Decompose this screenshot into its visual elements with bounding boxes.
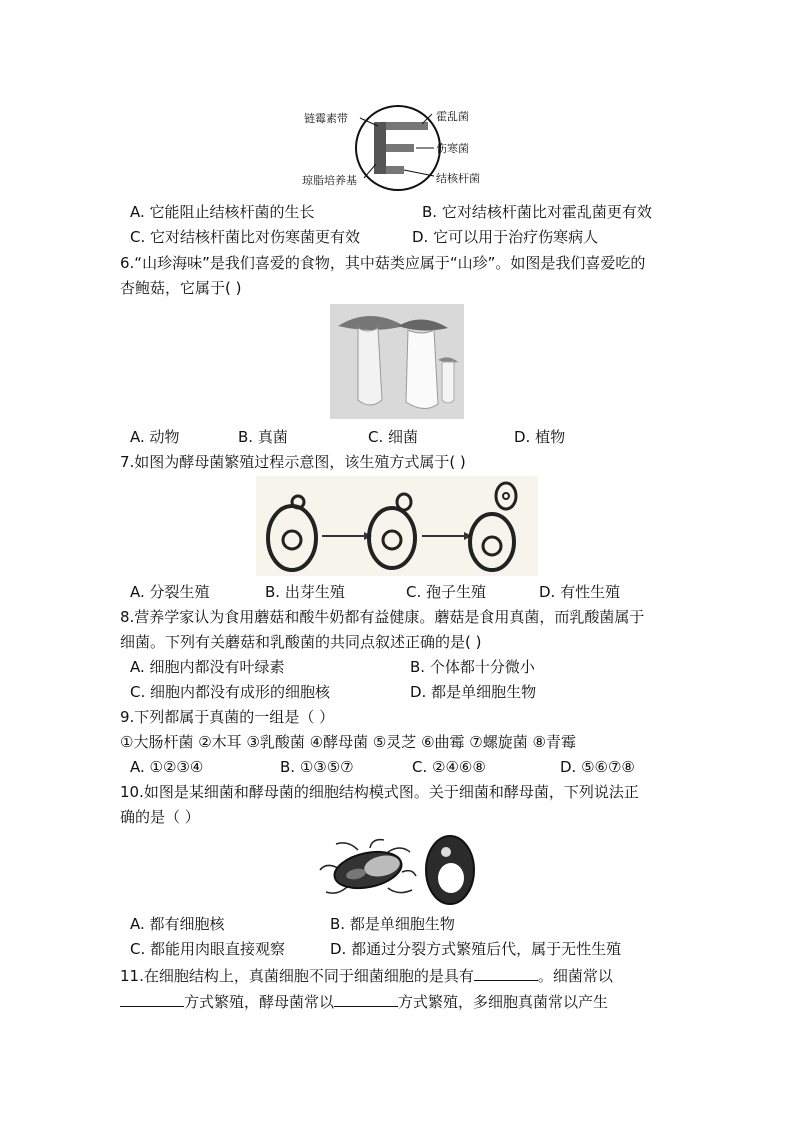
q9-option-a: A. ①②③④ <box>130 758 204 776</box>
q9-option-c: C. ②④⑥⑧ <box>412 758 486 776</box>
q6-option-a: A. 动物 <box>130 428 180 446</box>
q10-option-b: B. 都是单细胞生物 <box>330 915 455 933</box>
q10-option-a: A. 都有细胞核 <box>130 915 225 933</box>
q10-option-d: D. 都通过分裂方式繁殖后代，属于无性生殖 <box>330 940 622 958</box>
q7-stem: 7.如图为酵母菌繁殖过程示意图，该生殖方式属于( ) <box>120 453 466 471</box>
q8-option-d: D. 都是单细胞生物 <box>410 683 537 701</box>
q9-stem: 9.下列都属于真菌的一组是（ ） <box>120 708 335 726</box>
q10-stem-line1: 10.如图是某细菌和酵母菌的细胞结构模式图。关于细菌和酵母菌，下列说法正 <box>120 783 639 801</box>
q5-option-b: B. 它对结核杆菌比对霍乱菌更有效 <box>422 203 652 221</box>
antibiotic-figure <box>298 102 498 194</box>
q8-option-c: C. 细胞内都没有成形的细胞核 <box>130 683 331 701</box>
q5-option-d: D. 它可以用于治疗伤寒病人 <box>412 228 599 246</box>
q11-blank-2[interactable] <box>120 990 184 1007</box>
q9-items: ①大肠杆菌 ②木耳 ③乳酸菌 ④酵母菌 ⑤灵芝 ⑥曲霉 ⑦螺旋菌 ⑧青霉 <box>120 733 576 751</box>
q7-option-a: A. 分裂生殖 <box>130 583 210 601</box>
q11-line1 <box>120 964 613 986</box>
bacteria-figure <box>318 838 418 898</box>
q6-option-c: C. 细菌 <box>368 428 419 446</box>
q11-text-part4: 方式繁殖，多细胞真菌常以产生 <box>398 993 609 1011</box>
q8-stem-line1: 8.营养学家认为食用蘑菇和酸牛奶都有益健康。蘑菇是食用真菌，而乳酸菌属于 <box>120 608 645 626</box>
q8-option-a: A. 细胞内都没有叶绿素 <box>130 658 285 676</box>
q10-stem-line2: 确的是（ ） <box>120 808 200 826</box>
q9-option-b: B. ①③⑤⑦ <box>280 758 354 776</box>
label-agar: 琼脂培养基 <box>302 174 357 187</box>
mushroom-photo <box>330 304 464 419</box>
q5-option-c: C. 它对结核杆菌比对伤寒菌更有效 <box>130 228 361 246</box>
yeast-cell-figure <box>424 834 476 906</box>
q6-option-d: D. 植物 <box>514 428 566 446</box>
label-tuberculosis: 结核杆菌 <box>436 172 480 185</box>
q10-option-c: C. 都能用肉眼直接观察 <box>130 940 286 958</box>
q6-stem-line1: 6.“山珍海味”是我们喜爱的食物，其中菇类应属于“山珍”。如图是我们喜爱吃的 <box>120 254 646 272</box>
label-streptomycin: 链霉素带 <box>304 112 348 125</box>
q11-line2 <box>120 990 608 1012</box>
q7-option-c: C. 孢子生殖 <box>406 583 487 601</box>
q6-option-b: B. 真菌 <box>238 428 288 446</box>
label-typhoid: 伤寒菌 <box>436 142 469 155</box>
q7-option-b: B. 出芽生殖 <box>265 583 345 601</box>
q11-text-part2: 。细菌常以 <box>537 967 613 985</box>
q8-stem-line2: 细菌。下列有关蘑菇和乳酸菌的共同点叙述正确的是( ) <box>120 633 482 651</box>
q8-option-b: B. 个体都十分微小 <box>410 658 535 676</box>
q9-option-d: D. ⑤⑥⑦⑧ <box>560 758 635 776</box>
q11-blank-1[interactable] <box>474 964 538 981</box>
q11-text-part1: 11.在细胞结构上，真菌细胞不同于细菌细胞的是具有 <box>120 967 474 985</box>
q5-option-a: A. 它能阻止结核杆菌的生长 <box>130 203 315 221</box>
q6-stem-line2: 杏鲍菇，它属于( ) <box>120 279 242 297</box>
yeast-budding-figure <box>256 476 538 576</box>
q11-blank-3[interactable] <box>334 990 398 1007</box>
q11-text-part3: 方式繁殖，酵母菌常以 <box>184 993 335 1011</box>
label-cholera: 霍乱菌 <box>436 110 469 123</box>
q7-option-d: D. 有性生殖 <box>539 583 621 601</box>
